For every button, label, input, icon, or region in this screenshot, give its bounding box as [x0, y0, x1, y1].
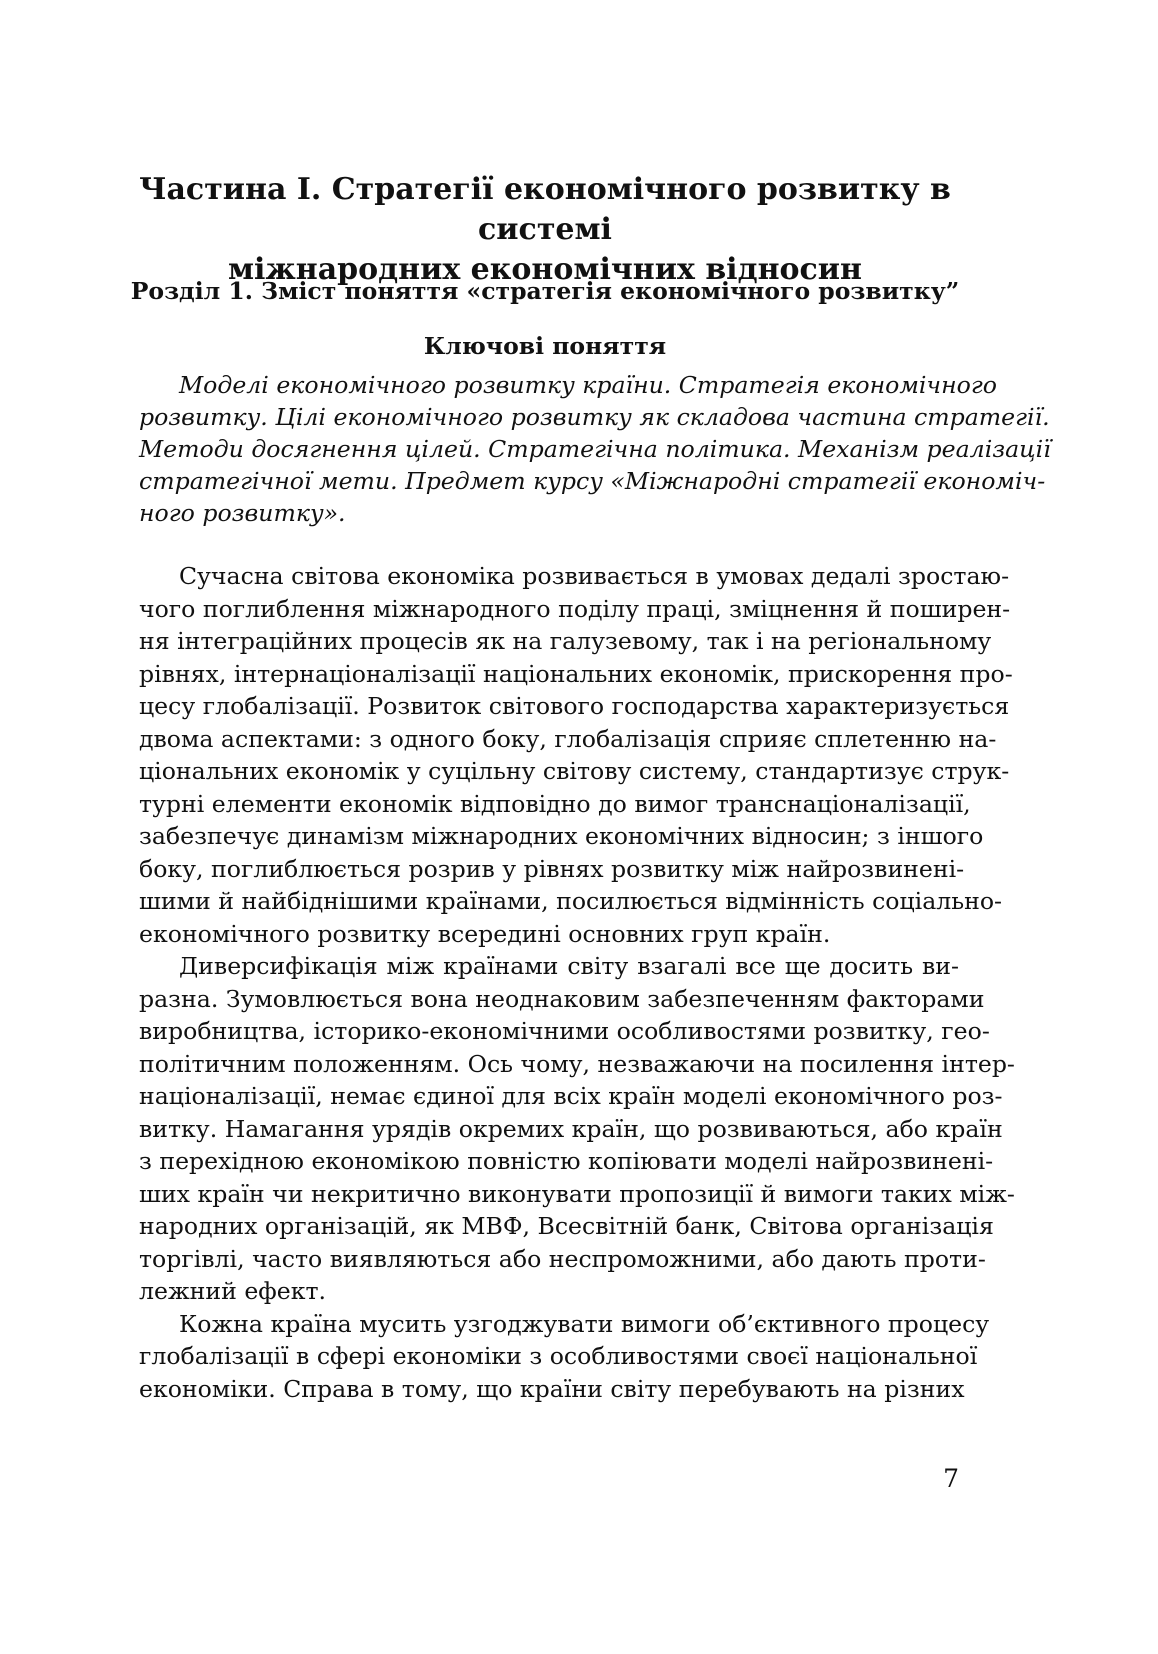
text-line: націоналізації, немає єдиної для всіх країн моделі економічного роз- [139, 1082, 1003, 1110]
text-line: виробництва, історико-економічними особливостями розвитку, гео- [139, 1017, 990, 1045]
text-line: шими й найбіднішими країнами, посилюється відмінність соціально- [139, 887, 1003, 915]
part-title [130, 170, 960, 290]
text-line: з перехідною економікою повністю копіювати моделі найрозвинені- [139, 1147, 994, 1175]
text-line: глобалізації в сфері економіки з особливостями своєї національної [139, 1342, 978, 1370]
text-line: Методи досягнення цілей. Стратегічна політика. Механізм реалізації [139, 435, 1051, 463]
key-concepts-heading: Ключові поняття [423, 332, 667, 360]
text-line: ня інтеграційних процесів як на галузевому, так і на регіональному [139, 627, 992, 655]
text-line: народних організацій, як МВФ, Всесвітній банк, Світова організація [139, 1212, 994, 1240]
text-line: стратегічної мети. Предмет курсу «Міжнародні стратегії економіч- [139, 467, 1046, 495]
text-line: витку. Намагання урядів окремих країн, що розвиваються, або країн [139, 1114, 1003, 1143]
text-line: економічного розвитку всередині основних груп країн. [139, 919, 831, 948]
text-line: економіки. Справа в тому, що країни світу перебувають на різних [139, 1374, 965, 1403]
text-line: розвитку. Цілі економічного розвитку як складова частина стратегії. [139, 403, 1050, 431]
text-line: разна. Зумовлюється вона неоднаковим забезпеченням факторами [139, 984, 985, 1013]
text-line: ного розвитку». [139, 499, 346, 527]
text-line: Моделі економічного розвитку країни. Стратегія економічного [179, 371, 997, 399]
paragraph [139, 950, 1015, 1308]
paragraph [139, 560, 1013, 950]
body-text [139, 560, 1015, 1405]
text-line: Сучасна світова економіка розвивається в умовах дедалі зростаю- [179, 562, 1010, 590]
text-line: торгівлі, часто виявляються або неспроможними, або дають проти- [139, 1244, 986, 1273]
text-line: рівнях, інтернаціоналізації національних економік, прискорення про- [139, 659, 1013, 688]
text-line: лежний ефект. [139, 1277, 327, 1305]
text-line: забезпечує динамізм міжнародних економічних відносин; з іншого [139, 822, 984, 850]
text-line: Кожна країна мусить узгоджувати вимоги об’єктивного процесу [179, 1309, 990, 1338]
text-line: чого поглиблення міжнародного поділу праці, зміцнення й поширен- [139, 594, 1011, 623]
section-title: Розділ 1. Зміст поняття «стратегія економічного розвитку” [130, 277, 960, 305]
text-line: ціональних економік у суцільну світову систему, стандартизує струк- [139, 757, 1010, 785]
text-line: боку, поглиблюється розрив у рівнях розвитку між найрозвинені- [139, 854, 965, 883]
text-line: цесу глобалізації. Розвиток світового господарства характеризується [139, 692, 1010, 720]
part-title-line: міжнародних економічних відносин [227, 252, 863, 287]
key-concepts-text [139, 369, 1051, 529]
page-number: 7 [943, 1464, 959, 1493]
text-line: ших країн чи некритично виконувати пропозиції й вимоги таких між- [139, 1179, 1015, 1208]
text-line: двома аспектами: з одного боку, глобалізація сприяє сплетенню на- [139, 724, 997, 753]
text-line: турні елементи економік відповідно до вимог транснаціоналізації, [139, 789, 971, 818]
part-title-line: Частина І. Стратегії економічного розвитку в системі [139, 172, 951, 247]
text-line: Диверсифікація між країнами світу взагалі все ще досить ви- [179, 952, 959, 980]
text-line: політичним положенням. Ось чому, незважаючи на посилення інтер- [139, 1049, 1015, 1078]
paragraph [139, 1308, 990, 1406]
